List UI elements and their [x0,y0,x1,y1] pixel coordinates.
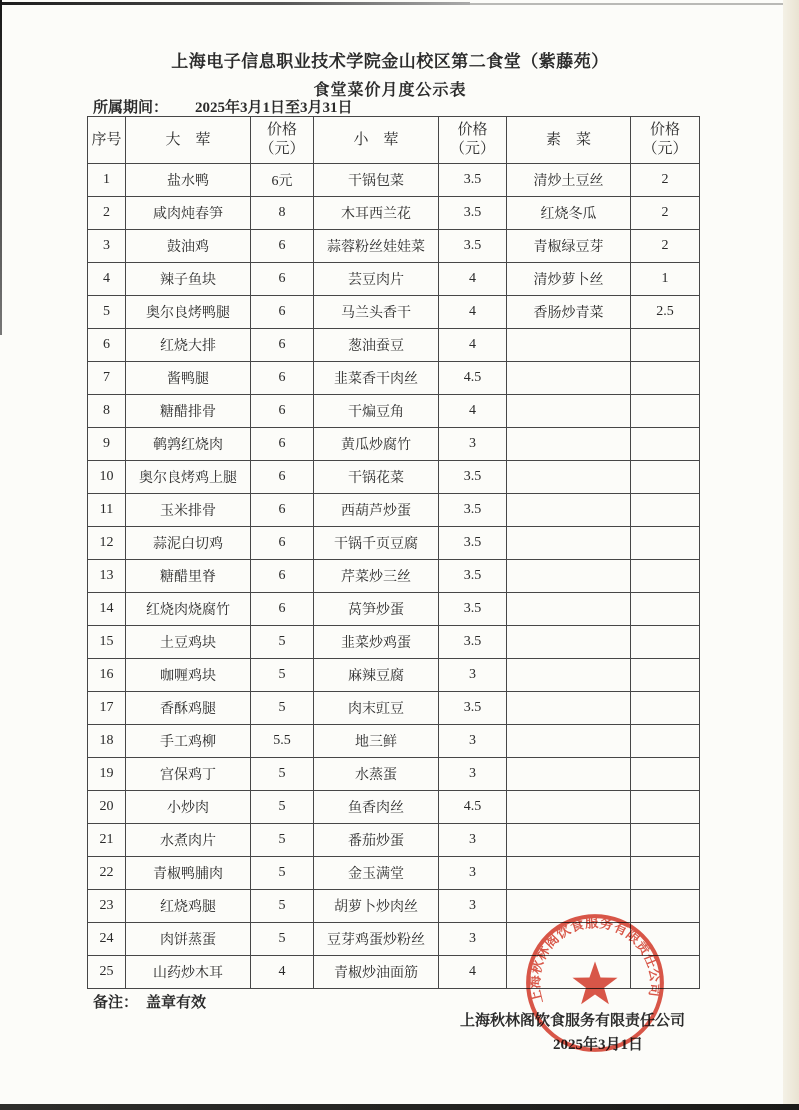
table-cell: 干煸豆角 [314,395,439,428]
table-cell: 咸肉炖春笋 [126,197,251,230]
menu-table-body [88,164,700,989]
table-cell [507,527,631,560]
table-cell: 水煮肉片 [126,824,251,857]
table-cell [631,395,700,428]
table-cell: 5 [251,791,314,824]
table-cell: 4 [439,296,507,329]
table-cell: 奥尔良烤鸡上腿 [126,461,251,494]
table-cell: 23 [88,890,126,923]
table-cell: 红烧肉烧腐竹 [126,593,251,626]
table-cell: 24 [88,923,126,956]
table-cell: 3 [439,758,507,791]
table-cell: 红烧冬瓜 [507,197,631,230]
table-cell: 7 [88,362,126,395]
table-cell: 6 [251,329,314,362]
table-row [88,659,700,692]
table-cell [507,428,631,461]
table-cell: 16 [88,659,126,692]
table-row [88,824,700,857]
table-cell: 小炒肉 [126,791,251,824]
table-cell: 盐水鸭 [126,164,251,197]
table-cell: 2 [631,230,700,263]
table-cell: 葱油蚕豆 [314,329,439,362]
table-cell: 3.5 [439,593,507,626]
table-cell [507,890,631,923]
table-cell: 6 [251,428,314,461]
table-cell: 3 [439,890,507,923]
table-cell: 22 [88,857,126,890]
table-cell: 4 [439,395,507,428]
menu-table-head-row [88,117,700,164]
table-cell: 蒜蓉粉丝娃娃菜 [314,230,439,263]
table-cell: 番茄炒蛋 [314,824,439,857]
table-cell: 奥尔良烤鸭腿 [126,296,251,329]
table-row [88,197,700,230]
table-cell: 青椒鸭脯肉 [126,857,251,890]
table-cell [507,461,631,494]
note-value: 盖章有效 [146,995,207,1011]
period-value: 2025年3月1日至3月31日 [195,100,353,116]
table-cell [631,725,700,758]
period-label: 所属期间： [93,100,169,116]
scan-edge-bottom [0,1104,799,1110]
table-cell: 宫保鸡丁 [126,758,251,791]
seal-text: 上海秋林阁饮食服务有限责任公司 [527,915,663,1006]
table-cell: 3.5 [439,461,507,494]
table-cell: 6 [251,494,314,527]
table-cell: 6 [251,230,314,263]
table-cell [631,560,700,593]
table-cell: 6 [251,263,314,296]
table-cell: 9 [88,428,126,461]
table-cell: 手工鸡柳 [126,725,251,758]
table-cell: 香肠炒青菜 [507,296,631,329]
table-cell [631,692,700,725]
table-cell [631,494,700,527]
table-cell: 6元 [251,164,314,197]
column-header: 素 菜 [507,117,631,164]
table-cell: 红烧鸡腿 [126,890,251,923]
table-cell: 20 [88,791,126,824]
table-cell: 2.5 [631,296,700,329]
table-cell: 6 [251,296,314,329]
scan-edge-top [0,2,470,5]
table-row [88,923,700,956]
table-cell: 香酥鸡腿 [126,692,251,725]
table-cell: 18 [88,725,126,758]
table-cell: 鼓油鸡 [126,230,251,263]
table-cell: 4.5 [439,791,507,824]
table-cell: 3.5 [439,230,507,263]
table-cell [507,857,631,890]
table-cell: 青椒炒油面筋 [314,956,439,989]
table-cell: 4.5 [439,362,507,395]
table-cell [507,659,631,692]
table-cell: 水蒸蛋 [314,758,439,791]
table-cell: 咖喱鸡块 [126,659,251,692]
table-row [88,296,700,329]
table-cell [631,362,700,395]
table-cell [507,395,631,428]
table-cell: 西葫芦炒蛋 [314,494,439,527]
table-cell: 黄瓜炒腐竹 [314,428,439,461]
table-cell: 3 [439,857,507,890]
table-cell [507,329,631,362]
table-cell [507,494,631,527]
table-cell: 韭菜炒鸡蛋 [314,626,439,659]
document-subtitle: 食堂菜价月度公示表 [313,82,467,99]
table-cell: 3.5 [439,560,507,593]
table-cell [507,956,631,989]
table-cell: 糖醋里脊 [126,560,251,593]
table-cell: 3.5 [439,197,507,230]
table-row [88,362,700,395]
table-cell: 5 [251,692,314,725]
table-cell: 14 [88,593,126,626]
table-cell: 5 [251,923,314,956]
table-cell: 5 [88,296,126,329]
table-cell: 辣子鱼块 [126,263,251,296]
table-cell [631,626,700,659]
table-cell: 8 [88,395,126,428]
table-cell [507,362,631,395]
table-cell: 5.5 [251,725,314,758]
table-cell [507,560,631,593]
table-row [88,956,700,989]
table-row [88,758,700,791]
table-cell: 土豆鸡块 [126,626,251,659]
menu-table [87,116,700,989]
table-cell: 3 [439,725,507,758]
table-cell: 25 [88,956,126,989]
table-cell: 鹌鹑红烧肉 [126,428,251,461]
table-cell: 3.5 [439,164,507,197]
table-cell [507,923,631,956]
table-cell [631,329,700,362]
table-cell: 马兰头香干 [314,296,439,329]
document-title: 上海电子信息职业技术学院金山校区第二食堂（紫藤苑） [171,52,609,71]
document-header [0,47,780,100]
table-cell: 蒜泥白切鸡 [126,527,251,560]
table-row [88,494,700,527]
table-cell [631,593,700,626]
table-cell: 5 [251,758,314,791]
note-label: 备注： [93,995,139,1011]
table-cell [631,758,700,791]
table-row [88,890,700,923]
table-cell: 6 [251,362,314,395]
table-cell: 韭菜香干肉丝 [314,362,439,395]
table-row [88,461,700,494]
table-cell: 木耳西兰花 [314,197,439,230]
table-row [88,329,700,362]
table-cell: 3.5 [439,494,507,527]
table-cell: 清炒萝卜丝 [507,263,631,296]
table-cell: 4 [439,263,507,296]
table-row [88,395,700,428]
table-cell: 酱鸭腿 [126,362,251,395]
table-row [88,428,700,461]
table-cell: 3 [88,230,126,263]
table-cell: 干锅千页豆腐 [314,527,439,560]
table-cell: 6 [251,395,314,428]
table-cell [631,527,700,560]
note-row [93,991,206,1012]
table-cell: 芸豆肉片 [314,263,439,296]
table-cell: 1 [88,164,126,197]
column-header: 价格 （元） [631,117,700,164]
table-cell: 金玉满堂 [314,857,439,890]
table-cell [631,956,700,989]
table-cell [631,824,700,857]
table-cell: 玉米排骨 [126,494,251,527]
table-cell [507,725,631,758]
table-cell: 8 [251,197,314,230]
table-cell: 山药炒木耳 [126,956,251,989]
table-cell: 糖醋排骨 [126,395,251,428]
table-cell: 干锅花菜 [314,461,439,494]
table-cell: 肉饼蒸蛋 [126,923,251,956]
column-header: 小 荤 [314,117,439,164]
table-cell [631,890,700,923]
table-cell [507,824,631,857]
table-cell: 3.5 [439,692,507,725]
scan-edge-right [783,0,799,1104]
table-cell: 6 [251,527,314,560]
table-cell [507,758,631,791]
table-cell: 19 [88,758,126,791]
table-cell [507,692,631,725]
table-cell [507,593,631,626]
table-cell: 胡萝卜炒肉丝 [314,890,439,923]
table-cell: 干锅包菜 [314,164,439,197]
scan-edge-top-right [470,3,799,5]
table-cell: 6 [251,560,314,593]
table-cell: 鱼香肉丝 [314,791,439,824]
table-cell [631,428,700,461]
table-cell: 清炒土豆丝 [507,164,631,197]
table-cell [631,791,700,824]
column-header: 价格 （元） [251,117,314,164]
table-cell: 莴笋炒蛋 [314,593,439,626]
table-cell: 6 [251,593,314,626]
table-cell: 豆芽鸡蛋炒粉丝 [314,923,439,956]
table-cell: 5 [251,824,314,857]
table-cell: 21 [88,824,126,857]
footer-date: 2025年3月1日 [552,1037,643,1053]
table-row [88,857,700,890]
table-cell: 12 [88,527,126,560]
table-cell: 芹菜炒三丝 [314,560,439,593]
table-cell: 青椒绿豆芽 [507,230,631,263]
table-cell: 地三鲜 [314,725,439,758]
table-cell [507,791,631,824]
table-cell [631,857,700,890]
table-cell: 4 [251,956,314,989]
table-cell: 肉末豇豆 [314,692,439,725]
column-header: 价格 （元） [439,117,507,164]
table-cell: 4 [439,956,507,989]
column-header: 序号 [88,117,126,164]
table-cell: 2 [88,197,126,230]
footer-signature [440,1009,685,1054]
table-row [88,527,700,560]
table-cell: 17 [88,692,126,725]
table-row [88,626,700,659]
table-cell: 5 [251,626,314,659]
table-cell: 4 [439,329,507,362]
table-cell: 10 [88,461,126,494]
table-cell [631,659,700,692]
table-cell: 红烧大排 [126,329,251,362]
table-row [88,263,700,296]
footer-company: 上海秋林阁饮食服务有限责任公司 [459,1013,685,1029]
table-cell: 11 [88,494,126,527]
table-row [88,791,700,824]
table-cell: 1 [631,263,700,296]
table-cell [631,923,700,956]
table-cell: 6 [251,461,314,494]
table-cell: 5 [251,890,314,923]
table-cell: 13 [88,560,126,593]
table-row [88,560,700,593]
table-cell: 6 [88,329,126,362]
table-cell: 3.5 [439,626,507,659]
table-cell: 2 [631,164,700,197]
table-cell: 3.5 [439,527,507,560]
table-cell: 3 [439,659,507,692]
table-row [88,692,700,725]
table-cell [507,626,631,659]
table-cell: 2 [631,197,700,230]
table-row [88,164,700,197]
table-cell: 5 [251,659,314,692]
table-cell: 5 [251,857,314,890]
table-cell: 15 [88,626,126,659]
table-row [88,725,700,758]
period-row [93,96,353,117]
table-row [88,593,700,626]
table-cell: 麻辣豆腐 [314,659,439,692]
table-cell: 3 [439,824,507,857]
table-cell: 3 [439,428,507,461]
table-row [88,230,700,263]
column-header: 大 荤 [126,117,251,164]
table-cell: 4 [88,263,126,296]
table-cell [631,461,700,494]
table-cell: 3 [439,923,507,956]
